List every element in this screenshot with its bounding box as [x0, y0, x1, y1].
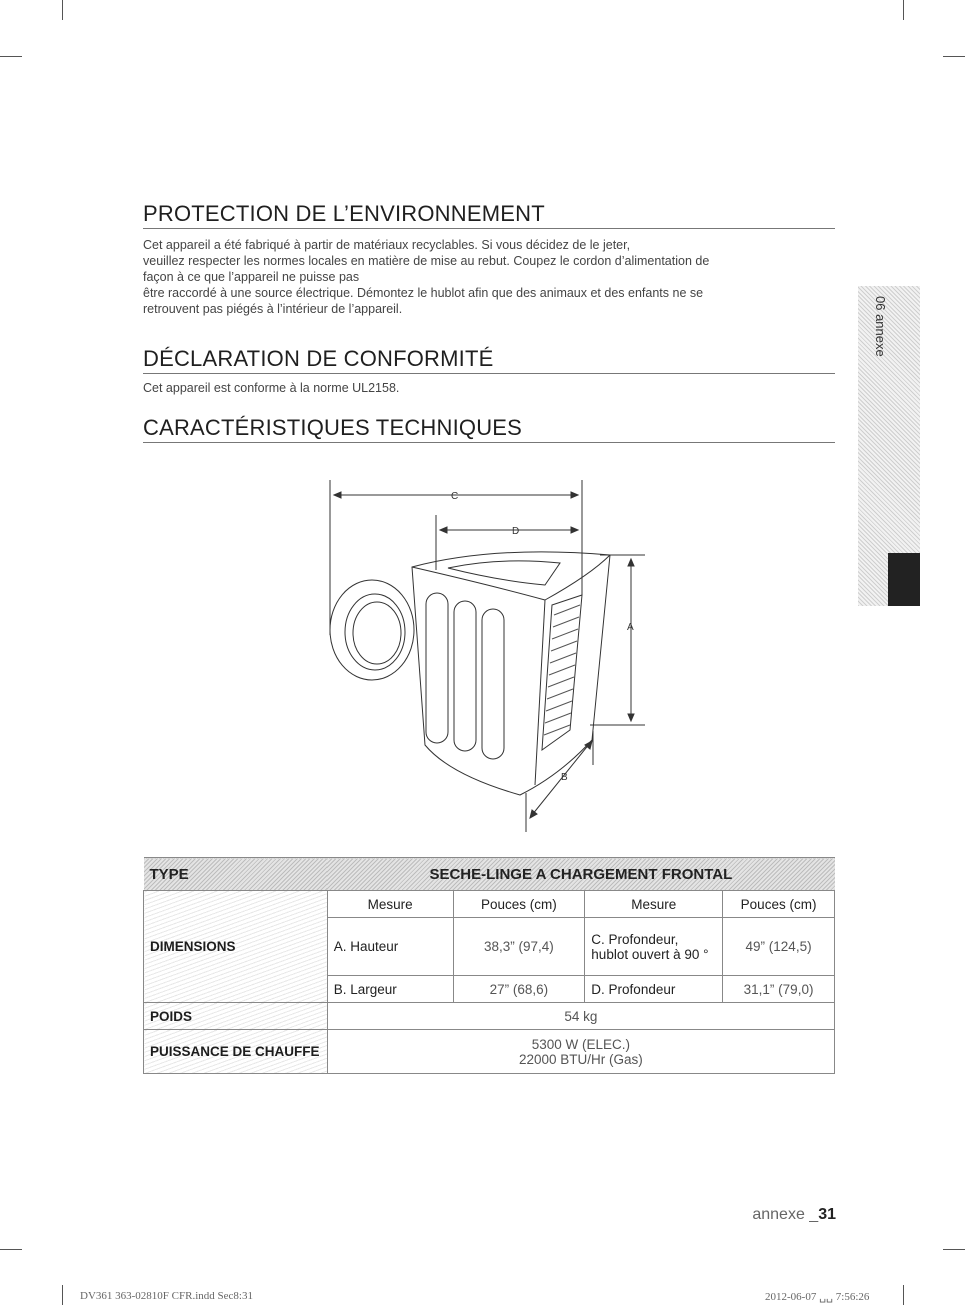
dimension-label-c: C [451, 491, 459, 502]
environment-line: veuillez respecter les normes locales en matière de mise au rebut. Coupez le cordon d’alimentation de [143, 254, 710, 268]
dimension-label-b: B [561, 772, 568, 783]
environment-line: être raccordé à une source électrique. Démontez le hublot afin que des animaux et des enfants ne se [143, 286, 704, 300]
environment-line: façon à ce que l’appareil ne puisse pas [143, 270, 360, 284]
environment-heading: PROTECTION DE L’ENVIRONNEMENT [143, 201, 835, 229]
type-label: TYPE [144, 858, 328, 891]
crop-mark [943, 56, 965, 57]
specs-heading: CARACTÉRISTIQUES TECHNIQUES [143, 415, 835, 443]
table-row [144, 1003, 835, 1030]
measure-name: C. Profondeur, hublot ouvert à 90 ° [585, 918, 723, 976]
crop-mark [62, 1285, 63, 1305]
type-value: SECHE-LINGE A CHARGEMENT FRONTAL [327, 858, 834, 891]
crop-mark [0, 56, 22, 57]
environment-line: Cet appareil a été fabriqué à partir de matériaux recyclables. Si vous décidez de le jeter, [143, 238, 631, 252]
side-tab-marker [888, 553, 920, 606]
weight-value: 54 kg [327, 1003, 834, 1030]
table-header-row [144, 858, 835, 891]
measure-value: 38,3” (97,4) [453, 918, 585, 976]
measure-name: D. Profondeur [585, 976, 723, 1003]
power-value [327, 1030, 834, 1074]
crop-mark [0, 1249, 22, 1250]
side-tab-label: 06 annexe [873, 296, 888, 357]
specifications-table [143, 857, 835, 1074]
measure-name: B. Largeur [327, 976, 453, 1003]
footer-timestamp: 2012-06-07 ␣␣ 7:56:26 [765, 1291, 870, 1303]
footer-section: annexe _ [752, 1206, 819, 1223]
dimension-label-a: A [627, 622, 634, 633]
environment-text [143, 237, 823, 317]
dryer-dimension-diagram [320, 475, 660, 845]
conformity-heading: DÉCLARATION DE CONFORMITÉ [143, 346, 835, 374]
footer-filename: DV361 363-02810F CFR.indd Sec8:31 [80, 1290, 253, 1302]
measure-name: A. Hauteur [327, 918, 453, 976]
column-header-inches: Pouces (cm) [453, 891, 585, 918]
column-header-measure: Mesure [327, 891, 453, 918]
page-number: 31 [818, 1206, 836, 1223]
dimensions-label: DIMENSIONS [144, 891, 328, 1003]
crop-mark [62, 0, 63, 20]
measure-value: 49” (124,5) [723, 918, 835, 976]
crop-mark [903, 1285, 904, 1305]
column-header-inches: Pouces (cm) [723, 891, 835, 918]
power-value-electric: 5300 W (ELEC.) [531, 1036, 631, 1052]
measure-value: 31,1” (79,0) [723, 976, 835, 1003]
measure-value: 27” (68,6) [453, 976, 585, 1003]
conformity-text: Cet appareil est conforme à la norme UL2158. [143, 381, 400, 395]
environment-line: retrouvent pas piégés à l’intérieur de l’appareil. [143, 302, 403, 316]
crop-mark [943, 1249, 965, 1250]
dimension-label-d: D [512, 526, 520, 537]
column-header-measure: Mesure [585, 891, 723, 918]
power-label: PUISSANCE DE CHAUFFE [144, 1030, 328, 1074]
table-row [144, 891, 835, 918]
power-value-gas: 22000 BTU/Hr (Gas) [518, 1051, 643, 1067]
weight-label: POIDS [144, 1003, 328, 1030]
crop-mark [903, 0, 904, 20]
page-footer [700, 1206, 836, 1224]
table-row [144, 1030, 835, 1074]
